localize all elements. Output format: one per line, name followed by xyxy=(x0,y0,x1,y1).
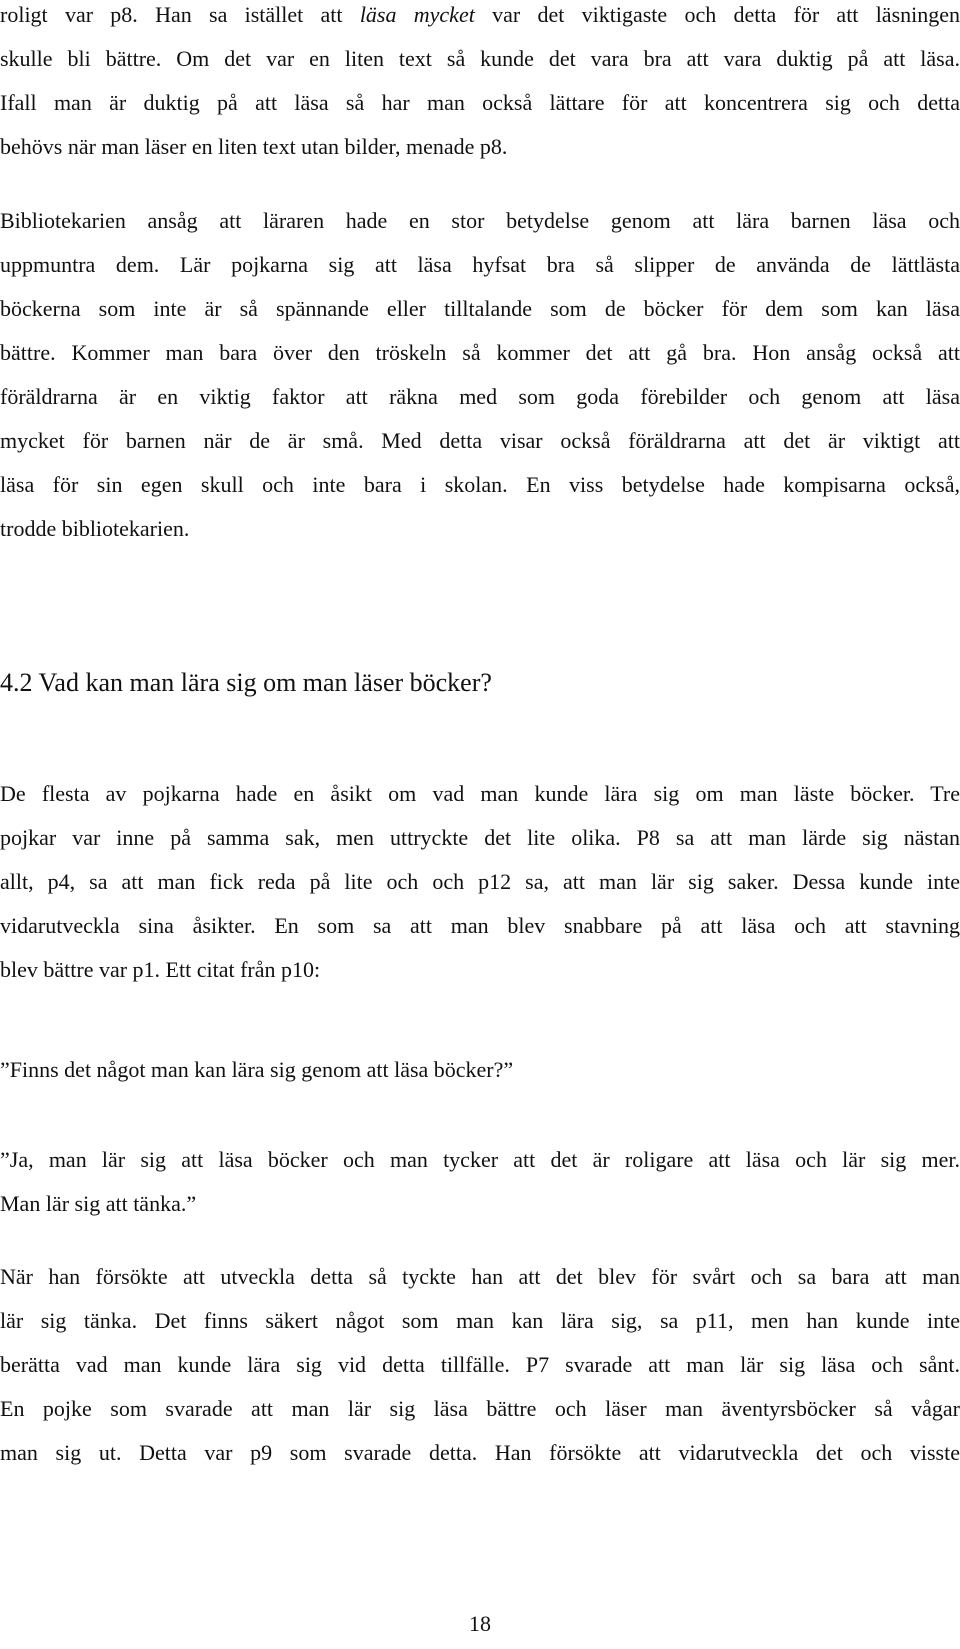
quote-answer xyxy=(0,1138,960,1226)
paragraph-2 xyxy=(0,199,960,551)
text-line: pojkar var inne på samma sak, men uttryckte det lite olika. P8 sa att man lärde sig nästan xyxy=(0,825,960,850)
quote-question xyxy=(0,1048,960,1092)
text-line: Bibliotekarien ansåg att läraren hade en stor betydelse genom att lära barnen läsa och xyxy=(0,208,960,233)
text-line: läsa för sin egen skull och inte bara i skolan. En viss betydelse hade kompisarna också, xyxy=(0,472,960,497)
text-line: behövs när man läser en liten text utan bilder, menade p8. xyxy=(0,134,508,159)
text-line: När han försökte att utveckla detta så tyckte han att det blev för svårt och sa bara att man xyxy=(0,1264,960,1289)
text-run: var det viktigaste och detta för att läsningen xyxy=(474,2,960,27)
page-number: 18 xyxy=(469,1611,491,1636)
paragraph-3 xyxy=(0,772,960,992)
text-line: böckerna som inte är så spännande eller tilltalande som de böcker för dem som kan läsa xyxy=(0,296,960,321)
text-line: ”Finns det något man kan lära sig genom att läsa böcker?” xyxy=(0,1057,514,1082)
text-line: allt, p4, sa att man fick reda på lite och och p12 sa, att man lär sig saker. Dessa kunde inte xyxy=(0,869,960,894)
text-line: vidarutveckla sina åsikter. En som sa att man blev snabbare på att läsa och att stavning xyxy=(0,913,960,938)
text-line: bättre. Kommer man bara över den tröskeln så kommer det att gå bra. Hon ansåg också att xyxy=(0,340,960,365)
text-line: De flesta av pojkarna hade en åsikt om vad man kunde lära sig om man läste böcker. Tre xyxy=(0,781,960,806)
text-line: Ifall man är duktig på att läsa så har man också lättare för att koncentrera sig och detta xyxy=(0,90,960,115)
emphasis-text: läsa mycket xyxy=(359,2,475,27)
text-line: trodde bibliotekarien. xyxy=(0,516,190,541)
text-line: skulle bli bättre. Om det var en liten text så kunde det vara bra att vara duktig på att läsa. xyxy=(0,46,960,71)
text-line: berätta vad man kunde lära sig vid detta tillfälle. P7 svarade att man lär sig läsa och sånt. xyxy=(0,1352,960,1377)
text-line: ”Ja, man lär sig att läsa böcker och man tycker att det är roligare att läsa och lär sig mer. xyxy=(0,1147,960,1172)
text-line: föräldrarna är en viktig faktor att räkna med som goda förebilder och genom att läsa xyxy=(0,384,960,409)
paragraph-4 xyxy=(0,1255,960,1475)
text-line: uppmuntra dem. Lär pojkarna sig att läsa hyfsat bra så slipper de använda de lättlästa xyxy=(0,252,960,277)
text-run: roligt var p8. Han sa istället att xyxy=(0,2,360,27)
text-line: lär sig tänka. Det finns säkert något som man kan lära sig, sa p11, men han kunde inte xyxy=(0,1308,960,1333)
text-line: mycket för barnen när de är små. Med detta visar också föräldrarna att det är viktigt att xyxy=(0,428,960,453)
text-line xyxy=(0,0,960,37)
text-line: Man lär sig att tänka.” xyxy=(0,1191,197,1216)
text-line: En pojke som svarade att man lär sig läsa bättre och läser man äventyrsböcker så vågar xyxy=(0,1396,960,1421)
paragraph-1 xyxy=(0,0,960,169)
section-heading: 4.2 Vad kan man lära sig om man läser böcker? xyxy=(0,668,492,697)
text-line: blev bättre var p1. Ett citat från p10: xyxy=(0,957,321,982)
text-line: man sig ut. Detta var p9 som svarade detta. Han försökte att vidarutveckla det och visste xyxy=(0,1440,960,1465)
